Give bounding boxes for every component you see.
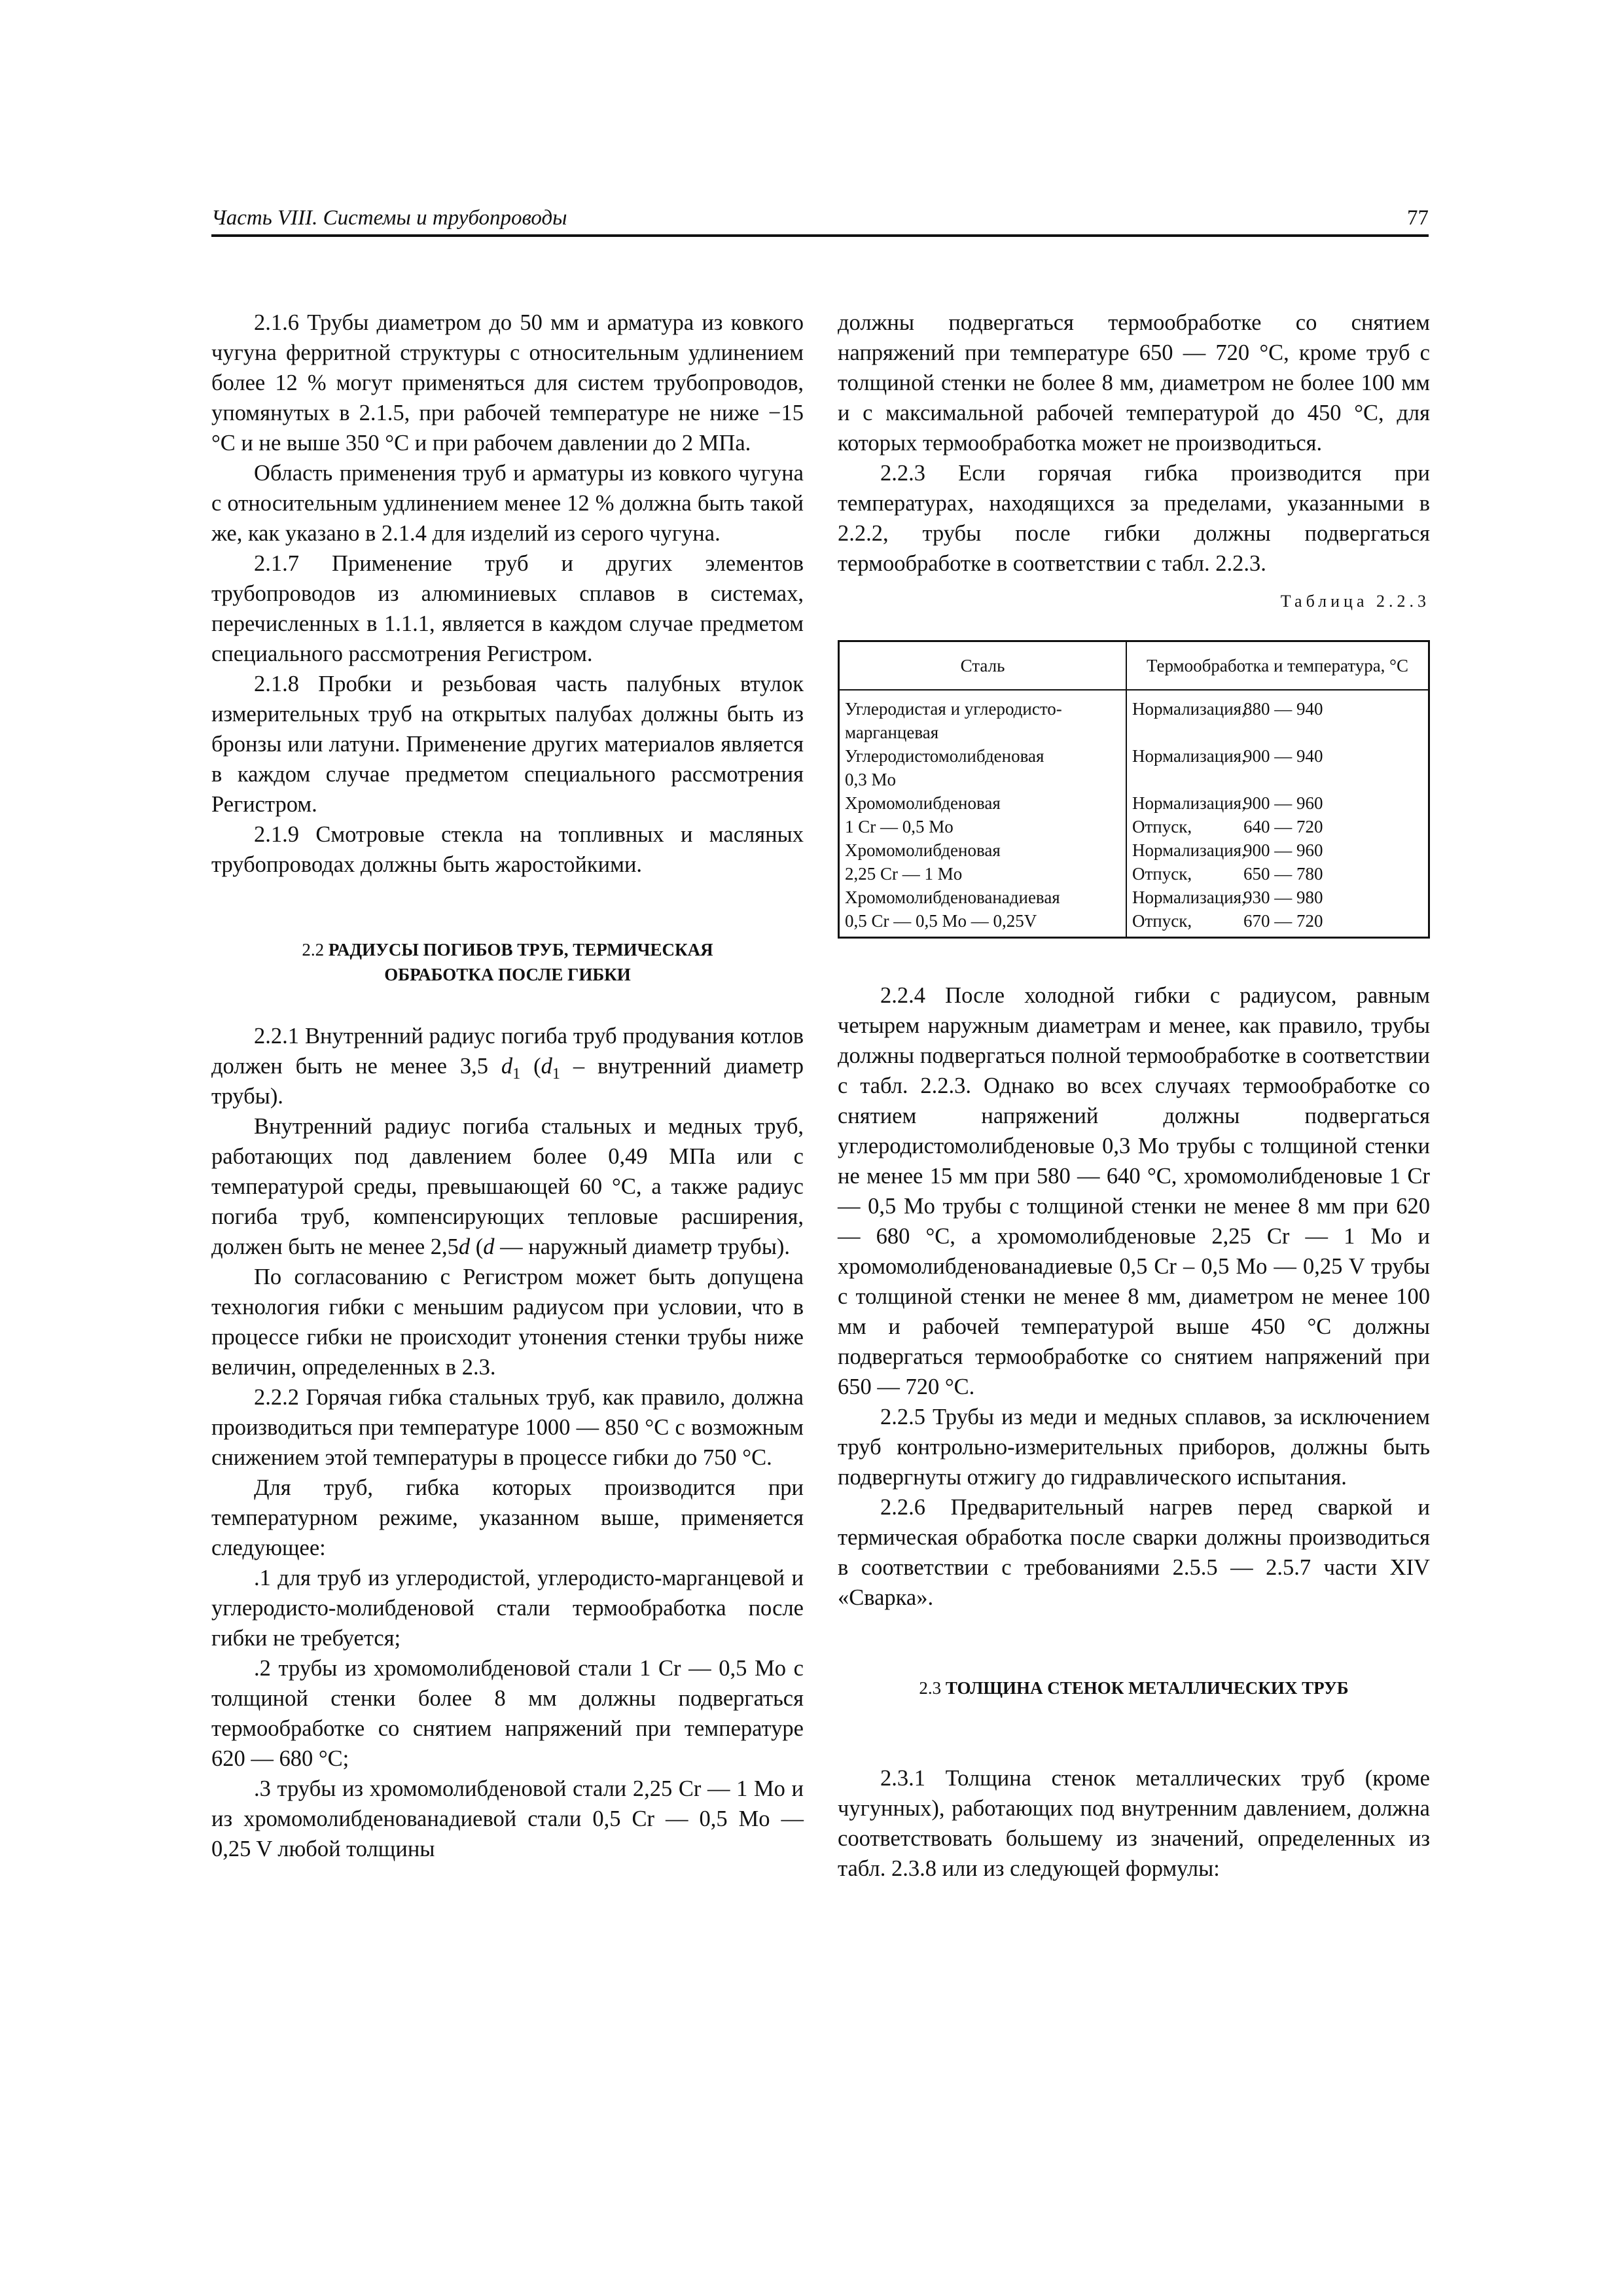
subscript: 1 [512, 1064, 521, 1083]
section-number: 2.3 [919, 1678, 942, 1698]
section-title-line2: ОБРАБОТКА ПОСЛЕ ГИБКИ [384, 965, 631, 984]
text-run: – внутренний диаметр трубы). [211, 1054, 804, 1109]
table-cell-steel [839, 886, 1127, 938]
list-item-2: .2 трубы из хромомолибденовой стали 1 Cr — 0,5 Mo с толщиной стенки более 8 мм должны подвергаться термообработке со снятием напряжений при температуре 620 — 680 °С; [211, 1656, 804, 1771]
paragraph-2-3-1: 2.3.1 Толщина стенок металлических труб (кроме чугунных), работающих под внутренним давлением, должна соответствовать большему из значений, определенных из табл. 2.3.8 или из следующей формулы: [838, 1766, 1430, 1881]
table-header-steel: Сталь [839, 641, 1127, 691]
paragraph-2-1-9: 2.1.9 Смотровые стекла на топливных и масляных трубопроводах должны быть жаростойкими. [211, 822, 804, 877]
table-cell-steel [839, 791, 1127, 838]
table-cell-steel [839, 744, 1127, 791]
steel-line: Хромомолибденовая [845, 793, 1001, 813]
paragraph-2-2-3: 2.2.3 Если горячая гибка производится при температурах, находящихся за пределами, указанными в 2.2.2, трубы после гибки должны подвергаться термообработке в соответствии с табл. 2.2.3. [838, 461, 1430, 576]
table-row [839, 886, 1429, 938]
table-cell-treatment [1126, 886, 1429, 938]
heat-treatment-table [838, 640, 1430, 939]
spacer [1132, 721, 1423, 744]
steel-line: 1 Cr — 0,5 Mo [845, 817, 954, 836]
treatment-temperature: 930 — 980 [1243, 888, 1323, 907]
table-cell-treatment [1126, 744, 1429, 791]
section-heading-2-2 [211, 937, 804, 987]
text-run: Внутренний радиус погиба стальных и медных труб, работающих под давлением более 0,49 МПа или с температурой среды, превышающей 60 °С, а также радиус погиба труб, компенсирующих тепловые расширения, должен быть не менее 2,5 [211, 1114, 804, 1259]
text-run: — наружный диаметр трубы). [494, 1234, 790, 1259]
symbol-d: d [501, 1054, 513, 1079]
paragraph-2-1-8: 2.1.8 Пробки и резьбовая часть палубных втулок измерительных труб на открытых палубах должны быть из бронзы или латуни. Применение других материалов является в каждом случае предметом специального рассмотрения Регистром. [211, 672, 804, 817]
treatment-type: Нормализация, [1132, 888, 1246, 907]
symbol-d: d [483, 1234, 495, 1259]
paragraph-2-2-5: 2.2.5 Трубы из меди и медных сплавов, за исключением труб контрольно-измерительных приборов, должны быть подвергнуты отжигу до гидравлического испытания. [838, 1405, 1430, 1490]
paragraph-2-2-1 [211, 1021, 804, 1111]
paragraph-2-1-6-cont: Область применения труб и арматуры из ковкого чугуна с относительным удлинением менее 12 % должна быть такой же, как указано в 2.1.4 для изделий из серого чугуна. [211, 461, 804, 546]
treatment-line [1132, 744, 1423, 768]
section-title-line1: РАДИУСЫ ПОГИБОВ ТРУБ, ТЕРМИЧЕСКАЯ [328, 940, 713, 960]
table-row [839, 744, 1429, 791]
subscript: 1 [552, 1064, 560, 1083]
paragraph-2-2-2-cont: Для труб, гибка которых производится при температурном режиме, указанном выше, применяется следующее: [211, 1475, 804, 1560]
table-cell-steel [839, 690, 1127, 744]
treatment-type: Нормализация, [1132, 840, 1246, 860]
treatment-temperature: 640 — 720 [1243, 817, 1323, 836]
treatment-temperature: 900 — 940 [1243, 746, 1323, 766]
page-number: 77 [1407, 206, 1429, 230]
paragraph-2-2-4: 2.2.4 После холодной гибки с радиусом, равным четырем наружным диаметрам и менее, как правило, трубы должны подвергаться полной термообработке в соответствии с табл. 2.2.3. Однако во всех случаях термообработке со снятием напряжений должны подвергаться углеродистомолибденовые 0,3 Mo трубы с толщиной стенки не менее 15 мм при 580 — 640 °С, хромомолибденовые 1 Cr — 0,5 Mo трубы с толщиной стенки не менее 8 мм при 620 — 680 °С, а хромомолибденовые 2,25 Cr — 1 Mo и хромомолибденованадиевые 0,5 Cr – 0,5 Mo — 0,25 V трубы с толщиной стенки не менее 8 мм, диаметром не менее 100 мм и рабочей температурой выше 450 °С должны подвергаться термообработке со снятием напряжений при 650 — 720 °С. [838, 983, 1430, 1399]
table-row [839, 690, 1429, 744]
table-cell-steel [839, 838, 1127, 886]
text-run: ( [520, 1054, 541, 1079]
treatment-temperature: 670 — 720 [1243, 911, 1323, 931]
treatment-type: Отпуск, [1132, 864, 1192, 884]
symbol-d: d [458, 1234, 471, 1259]
section-heading-2-3 [838, 1676, 1430, 1700]
paragraph-2-2-1-register: По согласованию с Регистром может быть допущена технология гибки с меньшим радиусом при условии, что в процессе гибки не происходит утонения стенки трубы ниже величин, определенных в 2.3. [211, 1265, 804, 1380]
treatment-temperature: 880 — 940 [1243, 699, 1323, 719]
table-caption: Таблица 2.2.3 [1280, 592, 1430, 611]
section-number: 2.2 [302, 940, 325, 960]
table-header-treatment: Термообработка и температура, °С [1126, 641, 1429, 691]
steel-line: Углеродистая и углеродисто- [845, 699, 1062, 719]
treatment-line [1132, 909, 1423, 933]
treatment-type: Нормализация, [1132, 793, 1246, 813]
steel-line: 0,5 Cr — 0,5 Mo — 0,25V [845, 911, 1037, 931]
paragraph-2-2-1-radius [211, 1111, 804, 1262]
table-row [839, 791, 1429, 838]
treatment-temperature: 650 — 780 [1243, 864, 1323, 884]
symbol-d: d [541, 1054, 552, 1079]
treatment-type: Отпуск, [1132, 817, 1192, 836]
paragraph-2-2-6: 2.2.6 Предварительный нагрев перед сваркой и термическая обработка после сварки должны производиться в соответствии с требованиями 2.5.5 — 2.5.7 части XIV «Сварка». [838, 1495, 1430, 1610]
treatment-line [1132, 886, 1423, 909]
running-header-title: Часть VIII. Системы и трубопроводы [211, 206, 567, 230]
treatment-line [1132, 838, 1423, 862]
treatment-line [1132, 697, 1423, 721]
treatment-line [1132, 815, 1423, 838]
paragraph-2-2-2: 2.2.2 Горячая гибка стальных труб, как правило, должна производиться при температуре 1000 — 850 °С с возможным снижением этой температуры в процессе гибки до 750 °С. [211, 1385, 804, 1470]
text-run: 2.2.1 Внутренний радиус погиба труб продувания котлов должен быть не менее 3,5 [211, 1024, 804, 1079]
list-item-3: .3 трубы из хромомолибденовой стали 2,25 Cr — 1 Mo и из хромомолибденованадиевой стали 0,5 Cr — 0,5 Mo — 0,25 V любой толщины [211, 1776, 804, 1861]
steel-line: Хромомолибденовая [845, 840, 1001, 860]
spacer [1132, 768, 1423, 791]
table-row [839, 838, 1429, 886]
treatment-line [1132, 862, 1423, 886]
right-column [838, 308, 1430, 1884]
treatment-type: Нормализация, [1132, 746, 1246, 766]
running-header [211, 202, 1429, 237]
treatment-temperature: 900 — 960 [1243, 793, 1323, 813]
table-cell-treatment [1126, 791, 1429, 838]
treatment-temperature: 900 — 960 [1243, 840, 1323, 860]
steel-line: 2,25 Cr — 1 Mo [845, 864, 963, 884]
steel-line: 0,3 Mo [845, 770, 897, 789]
treatment-type: Нормализация, [1132, 699, 1246, 719]
table-cell-treatment [1126, 838, 1429, 886]
paragraph-2-1-7: 2.1.7 Применение труб и других элементов трубопроводов из алюминиевых сплавов в системах, перечисленных в 1.1.1, является в каждом случае предметом специального рассмотрения Регистром. [211, 551, 804, 666]
steel-line: Хромомолибденованадиевая [845, 888, 1060, 907]
paragraph-continuation: должны подвергаться термообработке со снятием напряжений при температуре 650 — 720 °С, кроме труб с толщиной стенки не более 8 мм, диаметром не более 100 мм и с максимальной рабочей температурой до 450 °С, для которых термообработка может не производиться. [838, 310, 1430, 456]
steel-line: марганцевая [845, 723, 939, 742]
left-column [211, 308, 804, 1864]
treatment-type: Отпуск, [1132, 911, 1192, 931]
text-run: ( [470, 1234, 484, 1259]
steel-line: Углеродистомолибденовая [845, 746, 1044, 766]
table-cell-treatment [1126, 690, 1429, 744]
treatment-line [1132, 791, 1423, 815]
paragraph-2-1-6: 2.1.6 Трубы диаметром до 50 мм и арматура из ковкого чугуна ферритной структуры с относительным удлинением более 12 % могут применяться для систем трубопроводов, упомянутых в 2.1.5, при рабочей температуре не ниже −15 °С и не выше 350 °С и при рабочем давлении до 2 МПа. [211, 310, 804, 456]
section-title: ТОЛЩИНА СТЕНОК МЕТАЛЛИЧЕСКИХ ТРУБ [945, 1678, 1349, 1698]
list-item-1: .1 для труб из углеродистой, углеродисто-марганцевой и углеродисто-молибденовой стали термообработка после гибки не требуется; [211, 1566, 804, 1651]
